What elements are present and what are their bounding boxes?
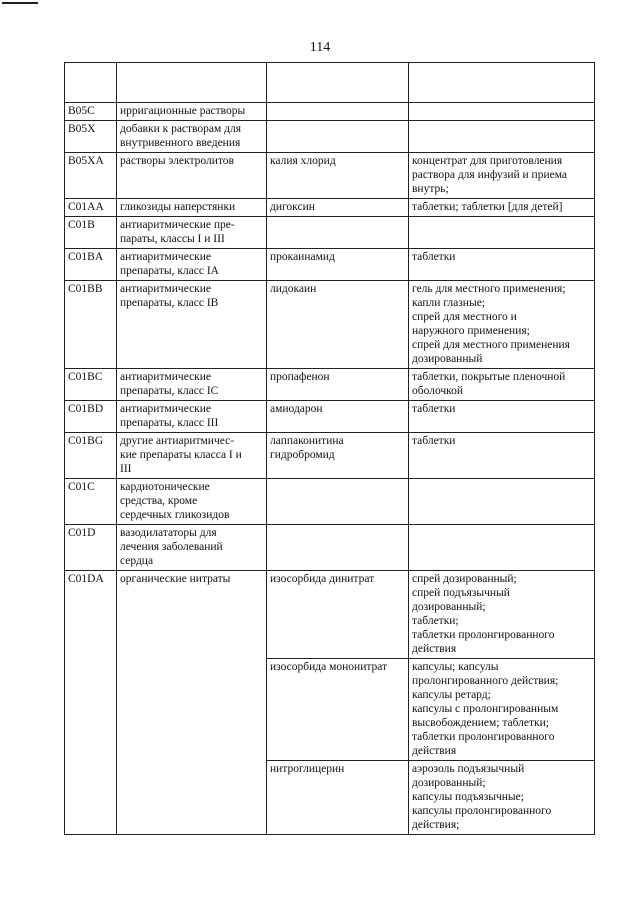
group-name-line: другие антиаритмичес- bbox=[120, 435, 235, 447]
group-name-line: органические нитраты bbox=[120, 573, 231, 585]
drug-name-cell bbox=[267, 121, 409, 153]
scan-mark bbox=[2, 2, 38, 4]
drug-classification-table bbox=[64, 62, 595, 835]
group-name-line: лечения заболеваний bbox=[120, 541, 223, 553]
atc-code-cell: C01BG bbox=[65, 433, 117, 479]
group-name-cell bbox=[117, 217, 267, 249]
atc-code-cell: B05C bbox=[65, 103, 117, 121]
group-name-line: антиаритмические bbox=[120, 403, 212, 415]
dosage-form-line: капли глазные; bbox=[412, 297, 485, 309]
dosage-form-line: оболочкой bbox=[412, 385, 464, 397]
dosage-form-line: таблетки пролонгированного bbox=[412, 731, 555, 743]
dosage-form-cell bbox=[409, 659, 595, 761]
atc-code-cell: B05XA bbox=[65, 153, 117, 199]
atc-code-cell: C01D bbox=[65, 525, 117, 571]
table-row bbox=[65, 121, 595, 153]
atc-code-cell: C01BB bbox=[65, 281, 117, 369]
dosage-form-line: внутрь; bbox=[412, 183, 449, 195]
group-name-line: ирригационные растворы bbox=[120, 105, 246, 117]
drug-name-cell bbox=[267, 659, 409, 761]
group-name-line: внутривенного введения bbox=[120, 137, 241, 149]
dosage-form-line: действия bbox=[412, 745, 457, 757]
dosage-form-cell bbox=[409, 199, 595, 217]
drug-name-cell bbox=[267, 571, 409, 659]
drug-name-line: дигоксин bbox=[270, 201, 315, 213]
group-name-cell bbox=[117, 369, 267, 401]
group-name-cell bbox=[117, 281, 267, 369]
drug-name-cell bbox=[267, 249, 409, 281]
dosage-form-line: капсулы ретард; bbox=[412, 689, 491, 701]
dosage-form-cell bbox=[409, 281, 595, 369]
group-name-cell bbox=[117, 121, 267, 153]
drug-name-line: изосорбида мононитрат bbox=[270, 661, 388, 673]
group-name-line: препараты, класс IA bbox=[120, 265, 219, 277]
drug-name-line: лидокаин bbox=[270, 283, 317, 295]
group-name-line: антиаритмические bbox=[120, 371, 212, 383]
group-name-line: растворы электролитов bbox=[120, 155, 234, 167]
drug-name-cell bbox=[267, 281, 409, 369]
dosage-form-line: действия bbox=[412, 643, 457, 655]
dosage-form-line: аэрозоль подъязычный bbox=[412, 763, 525, 775]
dosage-form-line: капсулы подъязычные; bbox=[412, 791, 524, 803]
drug-name-cell bbox=[267, 525, 409, 571]
atc-code-cell: C01C bbox=[65, 479, 117, 525]
group-name-cell bbox=[117, 199, 267, 217]
drug-name-line: изосорбида динитрат bbox=[270, 573, 375, 585]
dosage-form-line: действия; bbox=[412, 819, 460, 831]
atc-code-cell: C01BA bbox=[65, 249, 117, 281]
group-name-line: III bbox=[120, 463, 132, 475]
group-name-line: средства, кроме bbox=[120, 495, 198, 507]
group-name-cell bbox=[117, 571, 267, 835]
dosage-form-cell bbox=[409, 249, 595, 281]
dosage-form-line: таблетки bbox=[412, 403, 456, 415]
group-name-cell bbox=[117, 249, 267, 281]
dosage-form-line: спрей дозированный; bbox=[412, 573, 517, 585]
atc-code-cell: C01DA bbox=[65, 571, 117, 835]
table-row bbox=[65, 369, 595, 401]
dosage-form-line: гель для местного применения; bbox=[412, 283, 566, 295]
dosage-form-line: таблетки; таблетки [для детей] bbox=[412, 201, 563, 213]
dosage-form-line: наружного применения; bbox=[412, 325, 530, 337]
group-name-line: препараты, класс III bbox=[120, 417, 219, 429]
dosage-form-line: дозированный; bbox=[412, 777, 486, 789]
atc-code-cell: C01BC bbox=[65, 369, 117, 401]
dosage-form-line: спрей для местного применения bbox=[412, 339, 570, 351]
dosage-form-cell bbox=[409, 479, 595, 525]
group-name-line: антиаритмические bbox=[120, 251, 212, 263]
atc-code-cell: C01AA bbox=[65, 199, 117, 217]
drug-name-cell bbox=[267, 217, 409, 249]
table-row bbox=[65, 525, 595, 571]
drug-name-cell bbox=[267, 401, 409, 433]
dosage-form-cell bbox=[409, 121, 595, 153]
dosage-form-line: капсулы пролонгированного bbox=[412, 805, 552, 817]
group-name-line: препараты, класс IC bbox=[120, 385, 219, 397]
group-name-cell bbox=[117, 525, 267, 571]
group-name-cell bbox=[117, 479, 267, 525]
group-name-line: кардиотонические bbox=[120, 481, 210, 493]
dosage-form-line: таблетки; bbox=[412, 615, 459, 627]
dosage-form-line: дозированный bbox=[412, 353, 483, 365]
dosage-form-line: пролонгированного действия; bbox=[412, 675, 559, 687]
dosage-form-line: концентрат для приготовления bbox=[412, 155, 563, 167]
group-name-cell bbox=[117, 153, 267, 199]
group-name-line: сердечных гликозидов bbox=[120, 509, 230, 521]
dosage-form-cell bbox=[409, 103, 595, 121]
drug-name-line: амиодарон bbox=[270, 403, 323, 415]
group-name-line: вазодилататоры для bbox=[120, 527, 217, 539]
drug-name-cell bbox=[267, 369, 409, 401]
atc-code-cell: C01B bbox=[65, 217, 117, 249]
dosage-form-line: спрей для местного и bbox=[412, 311, 517, 323]
drug-name-line: прокаинамид bbox=[270, 251, 335, 263]
dosage-form-cell bbox=[409, 401, 595, 433]
atc-code-cell: C01BD bbox=[65, 401, 117, 433]
dosage-form-cell bbox=[409, 217, 595, 249]
dosage-form-cell bbox=[409, 369, 595, 401]
group-name-cell bbox=[117, 103, 267, 121]
drug-name-cell bbox=[267, 153, 409, 199]
dosage-form-line: таблетки пролонгированного bbox=[412, 629, 555, 641]
group-name-line: антиаритмические пре- bbox=[120, 219, 235, 231]
drug-name-line: лаппаконитина bbox=[270, 435, 344, 447]
dosage-form-cell bbox=[409, 571, 595, 659]
dosage-form-cell bbox=[409, 153, 595, 199]
table-row bbox=[65, 281, 595, 369]
header-cell bbox=[117, 63, 267, 103]
drug-name-cell bbox=[267, 199, 409, 217]
table-row bbox=[65, 103, 595, 121]
group-name-line: кие препараты класса I и bbox=[120, 449, 242, 461]
dosage-form-line: капсулы; капсулы bbox=[412, 661, 499, 673]
drug-name-cell bbox=[267, 433, 409, 479]
header-row bbox=[65, 63, 595, 103]
group-name-cell bbox=[117, 401, 267, 433]
dosage-form-line: спрей подъязычный bbox=[412, 587, 510, 599]
dosage-form-cell bbox=[409, 433, 595, 479]
drug-name-line: нитроглицерин bbox=[270, 763, 345, 775]
table-row bbox=[65, 153, 595, 199]
group-name-line: антиаритмические bbox=[120, 283, 212, 295]
table-row bbox=[65, 249, 595, 281]
table-row bbox=[65, 401, 595, 433]
page-number: 114 bbox=[309, 40, 331, 55]
header-cell bbox=[65, 63, 117, 103]
group-name-cell bbox=[117, 433, 267, 479]
header-cell bbox=[409, 63, 595, 103]
drug-name-cell bbox=[267, 761, 409, 835]
table-row bbox=[65, 199, 595, 217]
table-row bbox=[65, 571, 595, 659]
drug-name-line: пропафенон bbox=[270, 371, 330, 383]
dosage-form-line: раствора для инфузий и приема bbox=[412, 169, 568, 181]
table-row bbox=[65, 433, 595, 479]
dosage-form-cell bbox=[409, 761, 595, 835]
drug-name-line: калия хлорид bbox=[270, 155, 336, 167]
table-row bbox=[65, 217, 595, 249]
dosage-form-line: таблетки bbox=[412, 435, 456, 447]
group-name-line: параты, классы I и III bbox=[120, 233, 225, 245]
dosage-form-cell bbox=[409, 525, 595, 571]
dosage-form-line: таблетки, покрытые пленочной bbox=[412, 371, 566, 383]
dosage-form-line: дозированный; bbox=[412, 601, 486, 613]
drug-name-cell bbox=[267, 479, 409, 525]
group-name-line: гликозиды наперстянки bbox=[120, 201, 236, 213]
group-name-line: препараты, класс IB bbox=[120, 297, 219, 309]
group-name-line: сердца bbox=[120, 555, 154, 567]
dosage-form-line: таблетки bbox=[412, 251, 456, 263]
dosage-form-line: капсулы с пролонгированным bbox=[412, 703, 559, 715]
dosage-form-line: высвобождением; таблетки; bbox=[412, 717, 549, 729]
drug-name-line: гидробромид bbox=[270, 449, 335, 461]
group-name-line: добавки к растворам для bbox=[120, 123, 242, 135]
atc-code-cell: B05X bbox=[65, 121, 117, 153]
table-row bbox=[65, 479, 595, 525]
drug-name-cell bbox=[267, 103, 409, 121]
header-cell bbox=[267, 63, 409, 103]
